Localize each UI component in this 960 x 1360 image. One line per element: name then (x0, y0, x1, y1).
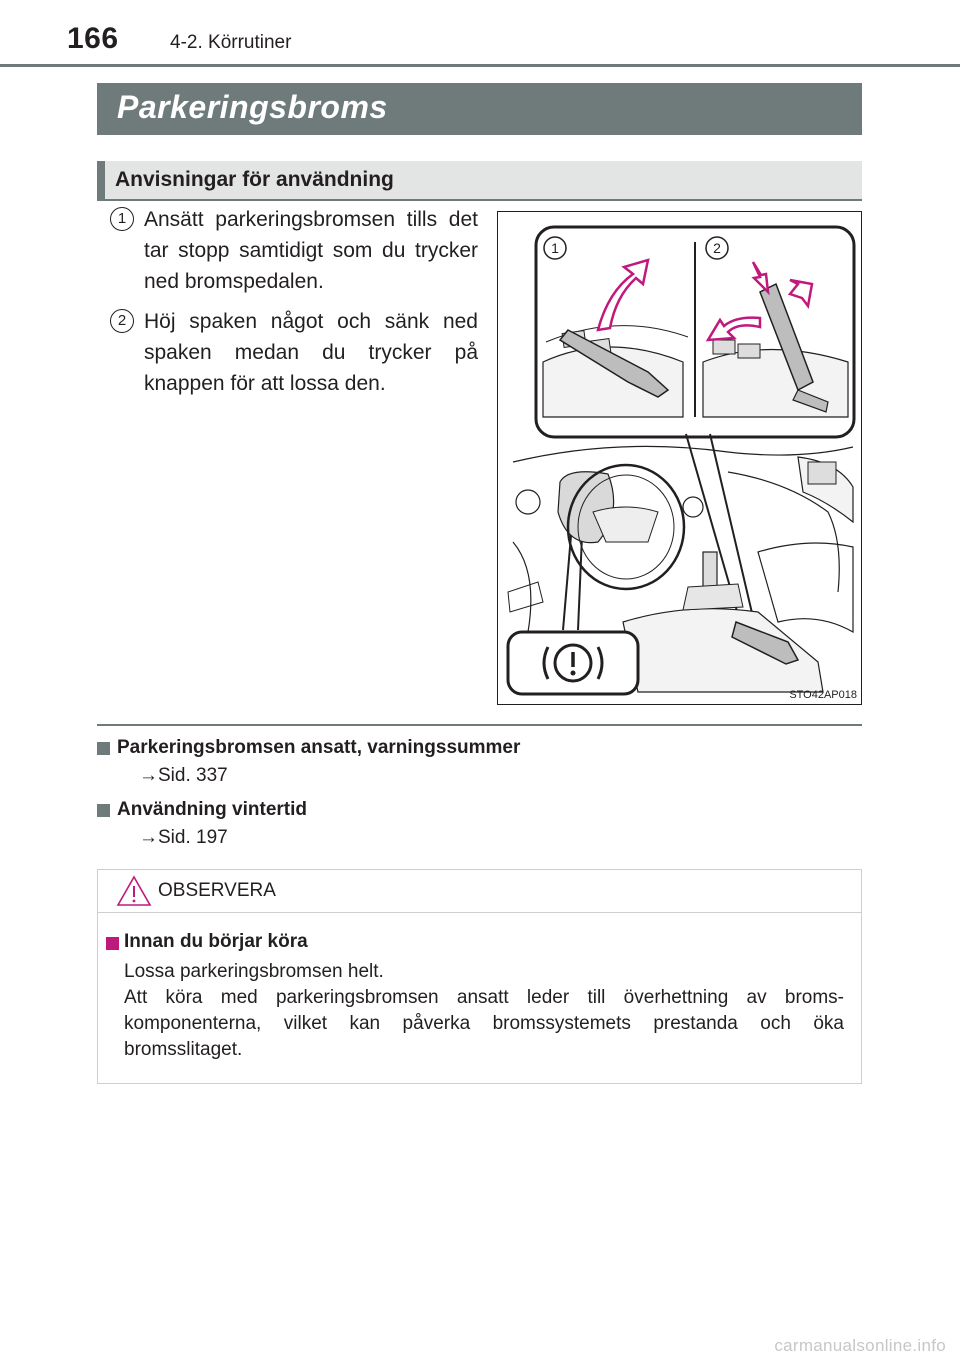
chapter-title: 4-2. Körrutiner (170, 32, 292, 53)
note-heading: Parkeringsbromsen ansatt, varningssummer (117, 737, 521, 758)
caution-box (97, 869, 862, 1084)
step-text: Höj spaken något och sänk ned spaken medan du trycker på knappen för att lossa den. (144, 310, 478, 395)
bullet-square-icon (97, 804, 110, 817)
page-number: 166 (67, 22, 119, 55)
subsection-title: Anvisningar för användning (115, 168, 394, 191)
step-1 (110, 204, 478, 297)
section-title-bar (97, 83, 862, 135)
warning-triangle-icon (116, 874, 152, 908)
step-text: Ansätt parkeringsbromsen tills det tar stopp samtidigt som du trycker ned bromspedalen. (144, 208, 478, 293)
page-reference-link[interactable]: →Sid. 197 (139, 827, 228, 848)
subsection-bar (97, 161, 862, 201)
caution-title: Innan du börjar köra (124, 931, 308, 952)
step-number: 2 (110, 309, 134, 333)
parking-brake-illustration (498, 212, 861, 704)
caution-label: OBSERVERA (158, 880, 276, 901)
step-number: 1 (110, 207, 134, 231)
section-title: Parkeringsbroms (117, 89, 388, 125)
caution-line: Lossa parkeringsbromsen helt. (124, 961, 384, 982)
note-heading: Användning vintertid (117, 799, 307, 820)
svg-text:2: 2 (713, 240, 721, 256)
footer-watermark: carmanualsonline.info (774, 1336, 946, 1355)
bullet-square-icon (106, 937, 119, 950)
step-2 (110, 306, 478, 399)
caution-line: Att köra med parkeringsbromsen ansatt leder till överhettning av broms-komponenterna, vilket kan påverka bromssystemets prestanda och öka bromsslitaget. (124, 987, 844, 1060)
page-reference-link[interactable]: →Sid. 337 (139, 765, 228, 786)
parking-brake-figure (497, 211, 862, 705)
caution-body (124, 959, 844, 1063)
header-rule (0, 64, 960, 67)
bullet-square-icon (97, 742, 110, 755)
figure-code: STO42AP018 (789, 689, 857, 701)
subsection-stripe (97, 161, 105, 199)
section-divider (97, 724, 862, 726)
caution-header (98, 870, 861, 913)
svg-text:1: 1 (551, 240, 559, 256)
note-2 (97, 799, 307, 849)
note-1 (97, 737, 520, 787)
